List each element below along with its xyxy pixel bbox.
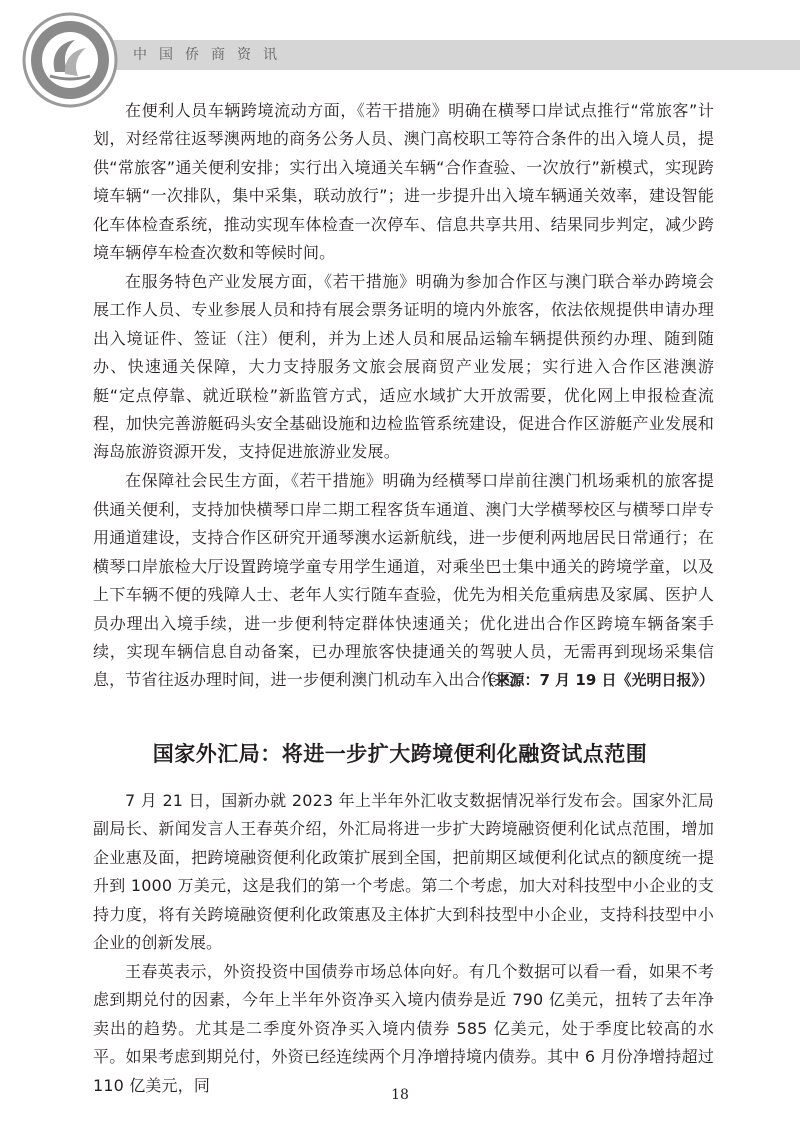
article-2-body	[93, 787, 714, 1100]
paragraph: 王春英表示，外资投资中国债券市场总体向好。有几个数据可以看一看，如果不考虑到期兑付的因素，今年上半年外资净买入境内债券是近 790 亿美元，扭转了去年净卖出的趋势。尤其是二季度外资净买入境内债券 585 亿美元，处于季度比较高的水平。如果考虑到期兑付，外资已经连续两个月净增持境内债券。其中 6 月份净增持超过 110 亿美元，同	[93, 962, 714, 1095]
source-citation: （来源：7 月 19 日《光明日报》）	[479, 671, 714, 690]
paragraph: 在保障社会民生方面，《若干措施》明确为经横琴口岸前往澳门机场乘机的旅客提供通关便利，支持加快横琴口岸二期工程客货车通道、澳门大学横琴校区与横琴口岸专用通道建设，支持合作区研究开通琴澳水运新航线，进一步便利两地居民日常通行；在横琴口岸旅检大厅设置跨境学童专用学生通道，对乘坐巴士集中通关的跨境学童，以及上下车辆不便的残障人士、老年人实行随车查验，优先为相关危重病患及家属、医护人员办理出入境手续，进一步便利特定群体快速通关；优化进出合作区跨境车辆备案手续，实现车辆信息自动备案，已办理旅客快捷通关的驾驶人员，无需再到现场采集信息，节省往返办理时间，进一步便利澳门机动车入出合作区。	[93, 471, 714, 690]
paragraph: 7 月 21 日，国新办就 2023 年上半年外汇收支数据情况举行发布会。国家外汇局副局长、新闻发言人王春英介绍，外汇局将进一步扩大跨境融资便利化试点范围，增加企业惠及面，把跨境融资便利化政策扩展到全国，把前期区域便利化试点的额度统一提升到 1000 万美元，这是我们的第一个考虑。第二个考虑，加大对科技型中小企业的支持力度，将有关跨境融资便利化政策惠及主体扩大到科技型中小企业，支持科技型中小企业的创新发展。	[93, 791, 714, 953]
article-1-body	[93, 97, 714, 695]
article-2-title: 国家外汇局：将进一步扩大跨境便利化融资试点范围	[152, 742, 648, 766]
logo	[20, 10, 120, 110]
page-number: 18	[391, 1087, 409, 1103]
paragraph: 在服务特色产业发展方面，《若干措施》明确为参加合作区与澳门联合举办跨境会展工作人员、专业参展人员和持有展会票务证明的境内外旅客，依法依规提供申请办理出入境证件、签证（注）便利，并为上述人员和展品运输车辆提供预约办理、随到随办、快速通关保障，大力支持服务文旅会展商贸产业发展；实行进入合作区港澳游艇“定点停靠、就近联检”新监管方式，适应水域扩大开放需要，优化网上申报检查流程，加快完善游艇码头安全基础设施和边检监管系统建设，促进合作区游艇产业发展和海岛旅游资源开发，支持促进旅游业发展。	[93, 272, 714, 462]
header-title: 中国侨商资讯	[133, 47, 289, 63]
paragraph: 在便利人员车辆跨境流动方面，《若干措施》明确在横琴口岸试点推行“常旅客”计划，对经常往返琴澳两地的商务公务人员、澳门高校职工等符合条件的出入境人员，提供“常旅客”通关便利安排；实行出入境通关车辆“合作查验、一次放行”新模式，实现跨境车辆“一次排队，集中采集，联动放行”；进一步提升出入境车辆通关效率，建设智能化车体检查系统，推动实现车体检查一次停车、信息共享共用、结果同步判定，减少跨境车辆停车检查次数和等候时间。	[93, 101, 714, 263]
